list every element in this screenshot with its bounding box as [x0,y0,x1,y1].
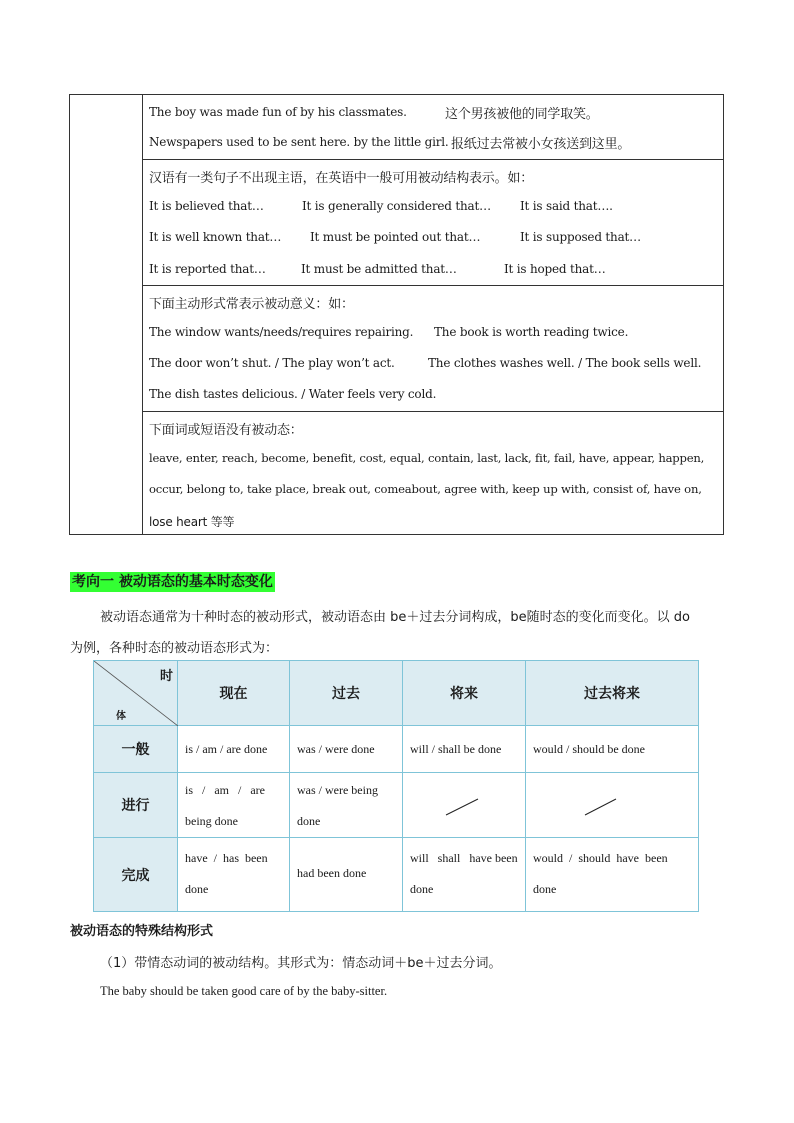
it-structure: It must be admitted that… [301,262,457,276]
header-present: 现在 [178,661,290,726]
example-sentence: The book is worth reading twice. [434,325,629,339]
table-cell: was / were being done [290,773,403,838]
table-cell: is / am / are done [178,726,290,773]
example-sentence: The baby should be taken good care of by the baby-sitter. [100,984,388,998]
word-list: lose heart 等等 [149,515,235,529]
it-structure: It is hoped that… [504,262,606,276]
it-structure: It is well known that… [149,230,282,244]
word-list: occur, belong to, take place, break out, comeabout, agree with, keep up with, consist of, have on, [149,482,702,496]
header-future: 将来 [403,661,526,726]
row-label-perfect: 完成 [94,838,178,911]
table-cell: would / should be done [526,726,698,773]
example-sentence: The dish tastes delicious. / Water feels very cold. [149,387,437,401]
header-past: 过去 [290,661,403,726]
grammar-notes-table [69,94,724,535]
special-structures-heading: 被动语态的特殊结构形式 [70,924,214,939]
corner-cell [94,661,178,726]
tense-table [93,660,699,912]
example-sentence: The window wants/needs/requires repairing. [149,325,414,339]
word-list: leave, enter, reach, become, benefit, cost, equal, contain, last, lack, fit, fail, have, appear, happen, [149,451,705,465]
corner-label-bottom: 体 [116,711,126,722]
example-sentence: The clothes washes well. / The book sells well. [428,356,702,370]
it-structure: It is said that…. [520,199,613,213]
table-cell: have / has been done [178,838,290,911]
example-sentence: The door won’t shut. / The play won’t act. [149,356,395,370]
notes-row-examples [142,95,723,160]
example-sentence: The boy was made fun of by his classmates. [149,105,407,119]
table-left-column [70,95,143,534]
row-intro: 下面主动形式常表示被动意义：如： [149,297,354,312]
intro-paragraph-line: 被动语态通常为十种时态的被动形式，被动语态由 be＋过去分词构成，be随时态的变化而变化。以 do [100,610,690,625]
corner-label-top: 时 [160,669,174,684]
not-applicable-slash [526,773,698,838]
table-cell-empty [526,773,698,838]
example-translation: 这个男孩被他的同学取笑。 [445,107,599,122]
table-cell: will shall have been done [403,838,526,911]
special-structure-item: （1）带情态动词的被动结构。其形式为：情态动词＋be＋过去分词。 [100,956,502,971]
header-past-future: 过去将来 [526,661,698,726]
it-structure: It is believed that… [149,199,264,213]
it-structure: It is generally considered that… [302,199,491,213]
it-structure: It must be pointed out that… [310,230,481,244]
section-heading: 考向一 被动语态的基本时态变化 [72,574,273,590]
row-intro: 汉语有一类句子不出现主语，在英语中一般可用被动结构表示。如： [149,171,534,186]
it-structure: It is reported that… [149,262,266,276]
row-label-progressive: 进行 [94,773,178,838]
intro-paragraph-line: 为例，各种时态的被动语态形式为： [70,641,279,656]
table-cell: had been done [290,838,403,911]
notes-row-no-passive [142,411,723,534]
it-structure: It is supposed that… [520,230,641,244]
example-translation: 报纸过去常被小女孩送到这里。 [451,137,631,152]
table-cell: will / shall be done [403,726,526,773]
table-cell: is / am / are being done [178,773,290,838]
row-intro: 下面词或短语没有被动态： [149,423,303,438]
notes-row-active-passive [142,285,723,412]
not-applicable-slash [403,773,526,838]
row-label-simple: 一般 [94,726,178,773]
table-cell: was / were done [290,726,403,773]
table-cell-empty [403,773,526,838]
example-sentence: Newspapers used to be sent here. by the little girl. [149,135,449,149]
notes-row-it-structures [142,159,723,286]
table-cell: would / should have been done [533,851,671,896]
